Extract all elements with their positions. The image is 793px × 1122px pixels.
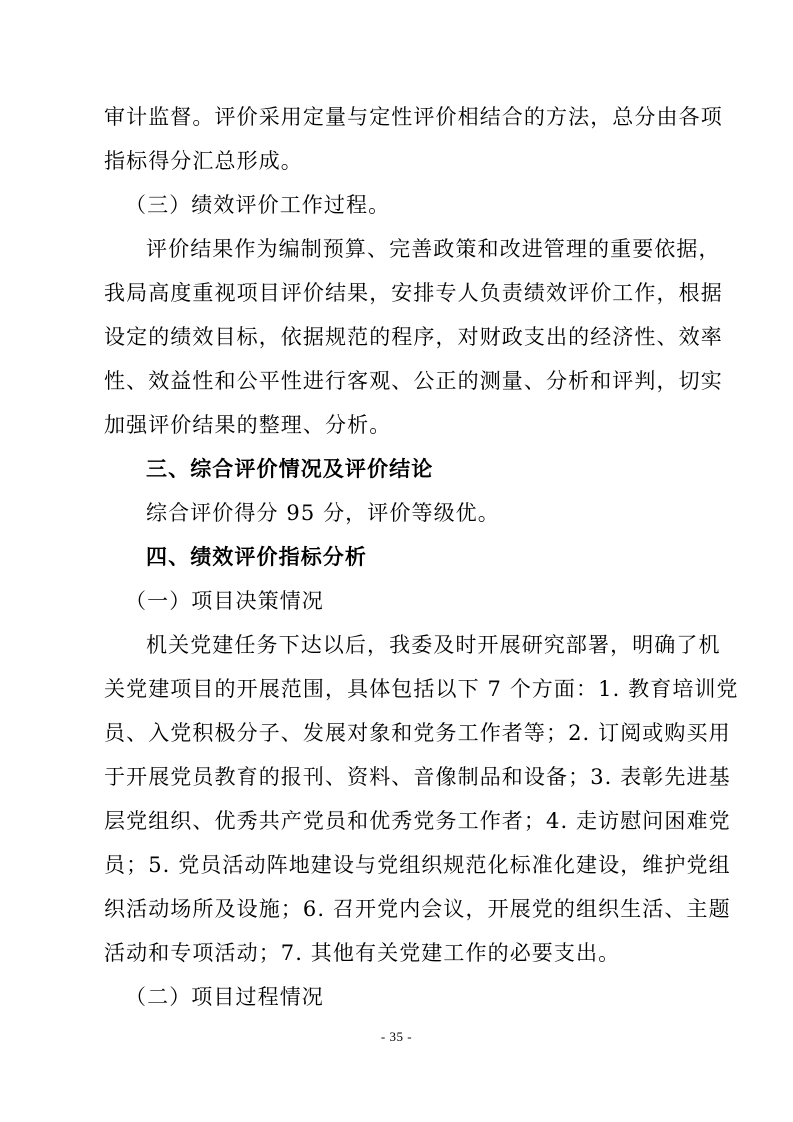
body-text-line: 员、入党积极分子、发展对象和党务工作者等；2. 订阅或购买用 [104, 721, 731, 745]
body-text-line: 织活动场所及设施；6. 召开党内会议，开展党的组织生活、主题 [104, 897, 731, 921]
body-text-line: 性、效益性和公平性进行客观、公正的测量、分析和评判，切实 [104, 369, 723, 393]
subsection-heading: （二）项目过程情况 [125, 985, 324, 1009]
body-text-line: 评价结果作为编制预算、完善政策和改进管理的重要依据， [146, 237, 721, 261]
section-heading: 三、综合评价情况及评价结论 [146, 457, 434, 481]
page-number: - 35 - [380, 1029, 413, 1044]
subsection-heading: （三）绩效评价工作过程。 [125, 193, 391, 217]
body-text-line: 机关党建任务下达以后，我委及时开展研究部署，明确了机 [146, 633, 721, 657]
body-text-line: 员；5. 党员活动阵地建设与党组织规范化标准化建设，维护党组 [104, 853, 731, 877]
body-text-line: 综合评价得分 95 分，评价等级优。 [146, 501, 500, 525]
body-text-line: 我局高度重视项目评价结果，安排专人负责绩效评价工作，根据 [104, 281, 723, 305]
body-text-line: 指标得分汇总形成。 [104, 149, 303, 173]
body-text-line: 审计监督。评价采用定量与定性评价相结合的方法，总分由各项 [104, 105, 723, 129]
body-text-line: 设定的绩效目标，依据规范的程序，对财政支出的经济性、效率 [104, 325, 723, 349]
body-text-line: 层党组织、优秀共产党员和优秀党务工作者；4. 走访慰问困难党 [104, 809, 731, 833]
body-text-line: 活动和专项活动；7. 其他有关党建工作的必要支出。 [104, 941, 621, 965]
section-heading: 四、绩效评价指标分析 [146, 545, 367, 569]
body-text-line: 关党建项目的开展范围，具体包括以下 7 个方面：1. 教育培训党 [104, 677, 739, 701]
body-text-line: 加强评价结果的整理、分析。 [104, 413, 392, 437]
body-text-line: 于开展党员教育的报刊、资料、音像制品和设备；3. 表彰先进基 [104, 765, 731, 789]
subsection-heading: （一）项目决策情况 [125, 589, 324, 613]
